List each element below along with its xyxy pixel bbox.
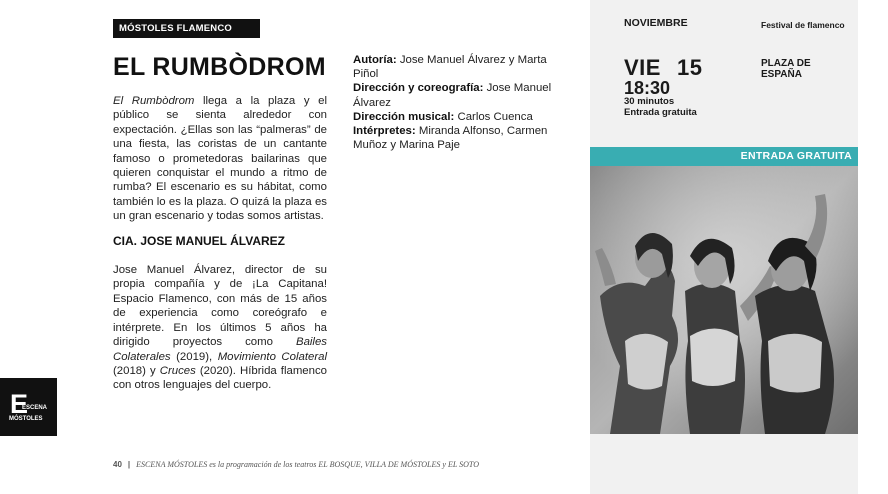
bio-text-4: (2020). Híbrida flamenco con otros lenguajes del cuerpo. <box>113 364 328 392</box>
credit-direction <box>353 81 568 109</box>
bio-work-1: Bailes Colaterales <box>113 336 327 363</box>
credit-performers <box>353 124 568 152</box>
free-entry-banner: ENTRADA GRATUITA <box>590 147 858 166</box>
event-day: 15 <box>676 55 703 80</box>
credit-value: Jose Manuel Álvarez y Marta Piñol <box>353 54 547 81</box>
page-footer <box>113 460 479 469</box>
footer-separator: | <box>127 460 131 469</box>
logo-letter: E <box>10 389 29 419</box>
venue-line-1: PLAZA DE <box>761 58 811 69</box>
intro-paragraph <box>113 94 327 224</box>
event-duration: 30 minutos <box>624 96 675 107</box>
event-venue <box>761 58 811 80</box>
festival-label: Festival de flamenco <box>761 20 845 30</box>
page-number: 40 <box>113 460 122 469</box>
credits-column <box>353 53 568 152</box>
description-column <box>113 94 327 393</box>
credit-label: Intérpretes: <box>353 125 416 138</box>
bio-work-2: Movimiento Colateral <box>217 350 327 363</box>
credit-label: Dirección y coreografía: <box>353 82 484 95</box>
logo-line-1: ESCENA <box>22 405 48 411</box>
credit-value: Jose Manuel Álvarez <box>353 82 552 109</box>
event-month: NOVIEMBRE <box>624 17 688 29</box>
logo-line-2: MÓSTOLES <box>9 416 43 422</box>
performers-photo <box>590 166 858 434</box>
bio-text-1: Jose Manuel Álvarez, director de su propia compañía y de ¡La Capitana! Espacio Flamenco, con más de 15 años de experiencia como coreógrafo e intérprete. En los últimos 5 años ha dirigido proyectos como <box>113 264 327 349</box>
credit-music <box>353 110 568 124</box>
footer-text: ESCENA MÓSTOLES es la programación de los teatros EL BOSQUE, VILLA DE MÓSTOLES y EL SOTO <box>136 460 479 469</box>
company-heading: CIA. JOSE MANUEL ÁLVAREZ <box>113 233 286 248</box>
escena-mostoles-logo <box>0 378 57 436</box>
event-time: 18:30 <box>624 78 671 98</box>
intro-text: llega a la plaza y el público se sienta alrededor con expectación. ¿Ellas son las “palmeras” de una fiesta, las coristas de un cantante famoso o prometedoras bailarinas que quieren conquistar el mundo a ritmo de rumba? El escenario es su hábitat, como también lo es la plaza. O quizá la plaza es un gran escenario y todas somos artistas. <box>113 95 327 223</box>
intro-show-title: El Rumbòdrom <box>113 95 195 107</box>
event-price: Entrada gratuita <box>624 107 697 118</box>
bio-paragraph <box>113 263 327 393</box>
credit-label: Dirección musical: <box>353 110 455 123</box>
event-weekday: VIE <box>624 55 661 80</box>
credit-value: Miranda Alfonso, Carmen Muñoz y Marina Paje <box>353 125 548 152</box>
venue-line-2: ESPAÑA <box>761 69 802 80</box>
event-details <box>624 96 697 118</box>
credit-label: Autoría: <box>353 54 397 66</box>
bio-text-2: (2019), <box>170 350 218 363</box>
page-title: EL RUMBÒDROM <box>113 53 326 81</box>
bio-text-3: (2018) y <box>113 364 160 377</box>
bio-work-3: Cruces <box>159 364 196 377</box>
credit-authorship <box>353 53 568 81</box>
credit-value: Carlos Cuenca <box>454 110 533 123</box>
section-tag: MÓSTOLES FLAMENCO <box>113 19 260 38</box>
